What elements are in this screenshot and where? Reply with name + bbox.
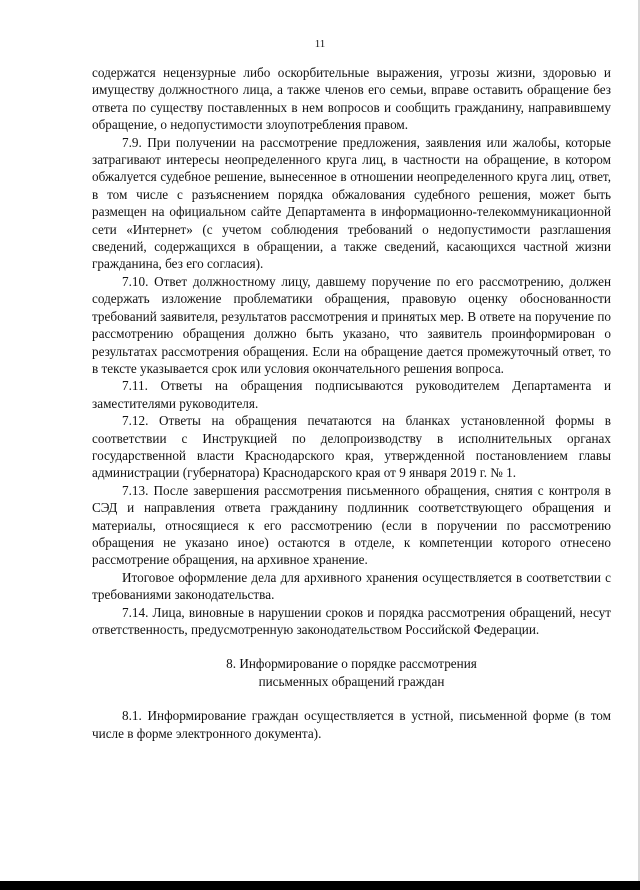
paragraph-7-11: 7.11. Ответы на обращения подписываются руководителем Департамента и заместителями руководителя. xyxy=(92,378,611,411)
paragraph-7-9: 7.9. При получении на рассмотрение предложения, заявления или жалобы, которые затрагивают интересы неопределенного круга лиц, в частности на обращение, в котором обжалуется судебное решение, вынесенное в отношении неопределенного круга лиц, ответ, в том числе с разъяснением порядка обжалования судебного решения, может быть размещен на официальном сайте Департамента в информационно-телекоммуникационной сети «Интернет» (с учетом соблюдения требований о недопустимости разглашения сведений, содержащихся в обращении, а также сведений, касающихся частной жизни гражданина, без его согласия). xyxy=(92,134,611,272)
section-heading xyxy=(92,655,611,690)
paragraph-archive: Итоговое оформление дела для архивного хранения осуществляется в соответствии с требованиями законодательства. xyxy=(92,569,611,603)
paragraph-7-13: 7.13. После завершения рассмотрения письменного обращения, снятия с контроля в СЭД и направления ответа гражданину подлинник соответствующего обращения и материалы, относящиеся к его рассмотрению (если в поручении по рассмотрению обращения не указано иное) остаются в отделе, к компетенции которого отнесено рассмотрение обращения, на архивное хранение. xyxy=(92,482,611,568)
paragraph-7-10: 7.10. Ответ должностному лицу, давшему поручение по его рассмотрению, должен содержать изложение проблематики обращения, правовую оценку обоснованности требований заявителя, результатов рассмотрения и принятых мер. В ответе на поручение по рассмотрению обращения должно быть указано, что заявитель проинформирован о результатах рассмотрения обращения. Если на обращение дается промежуточный ответ, то в тексте указывается срок или условия окончательного решения вопроса. xyxy=(92,273,611,376)
paragraph-continuation: содержатся нецензурные либо оскорбительные выражения, угрозы жизни, здоровью и имуществу должностного лица, а также членов его семьи, вправе оставить обращение без ответа по существу поставленных в нем вопросов и сообщить гражданину, направившему обращение, о недопустимости злоупотребления правом. xyxy=(92,65,611,133)
section-heading-line-2: письменных обращений граждан xyxy=(258,673,445,689)
paragraph-8-1: 8.1. Информирование граждан осуществляется в устной, письменной форме (в том числе в форме электронного документа). xyxy=(92,708,611,741)
page-number: 11 xyxy=(314,38,326,50)
paragraph-7-12: 7.12. Ответы на обращения печатаются на бланках установленной формы в соответствии с Инструкцией по делопроизводству в исполнительных органах государственной власти Краснодарского края, утвержденной постановлением главы администрации (губернатора) Краснодарского края от 9 января 2019 г. № 1. xyxy=(92,413,611,481)
paragraph-7-14: 7.14. Лица, виновные в нарушении сроков и порядка рассмотрения обращений, несут ответственность, предусмотренную законодательством Российской Федерации. xyxy=(92,604,611,637)
scan-bottom-bar xyxy=(0,881,640,890)
document-body xyxy=(92,64,611,742)
section-heading-line-1: 8. Информирование о порядке рассмотрения xyxy=(226,656,477,672)
